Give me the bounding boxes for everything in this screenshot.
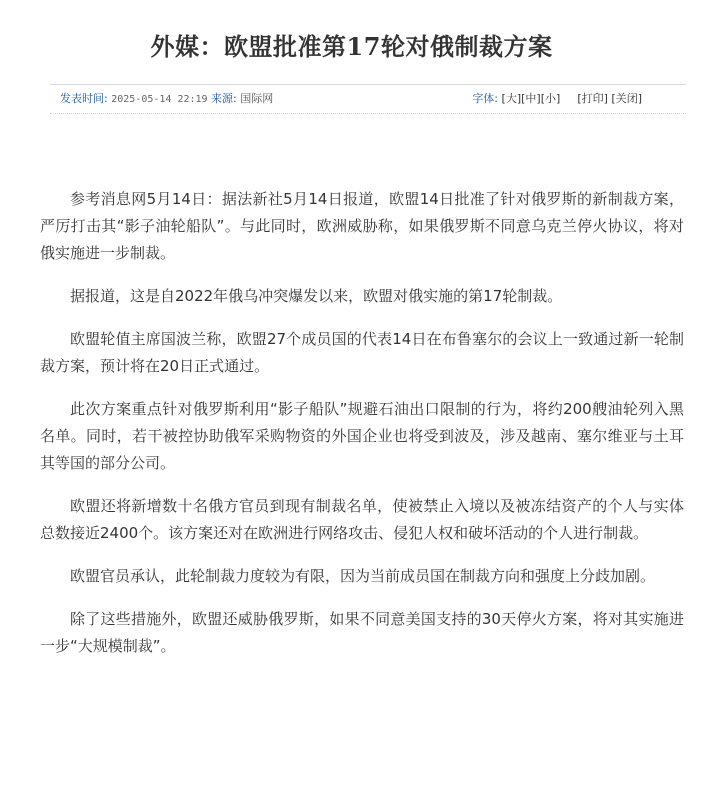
article-paragraph: 此次方案重点针对俄罗斯利用“影子船队”规避石油出口限制的行为，将约200艘油轮列入黑名单。同时，若干被控协助俄军采购物资的外国企业也将受到波及，涉及越南、塞尔维亚与土耳其等国的部分公司。 [40, 400, 684, 472]
article-paragraph: 除了这些措施外，欧盟还威胁俄罗斯，如果不同意美国支持的30天停火方案，将对其实施进一步“大规模制裁”。 [40, 610, 684, 655]
source-name: 国际网 [240, 92, 274, 105]
article-paragraph: 据报道，这是自2022年俄乌冲突爆发以来，欧盟对俄实施的第17轮制裁。 [70, 287, 563, 305]
font-size-label: 字体: [472, 92, 499, 105]
article-paragraph: 欧盟轮值主席国波兰称，欧盟27个成员国的代表14日在布鲁塞尔的会议上一致通过新一轮制裁方案，预计将在20日正式通过。 [40, 330, 684, 375]
font-small-button[interactable]: [小] [540, 92, 561, 105]
article-info-bar [50, 84, 686, 114]
article-tools [472, 85, 642, 113]
font-large-button[interactable]: [大] [501, 92, 522, 105]
article-paragraph: 参考消息网5月14日：据法新社5月14日报道，欧盟14日批准了针对俄罗斯的新制裁方案，严厉打击其“影子油轮船队”。与此同时，欧洲威胁称，如果俄罗斯不同意乌克兰停火协议，将对俄实施进一步制裁。 [40, 190, 684, 262]
font-medium-button[interactable]: [中] [521, 92, 541, 105]
print-button[interactable]: [打印] [577, 92, 608, 105]
article-title: 外媒：欧盟批准第17轮对俄制裁方案 [150, 32, 553, 61]
article-paragraph: 欧盟还将新增数十名俄方官员到现有制裁名单，使被禁止入境以及被冻结资产的个人与实体总数接近2400个。该方案还对在欧洲进行网络攻击、侵犯人权和破坏活动的个人进行制裁。 [40, 497, 684, 542]
publish-time-label: 发表时间: [60, 92, 108, 105]
article-paragraph: 欧盟官员承认，此轮制裁力度较为有限，因为当前成员国在制裁方向和强度上分歧加剧。 [70, 567, 656, 585]
article-body [40, 186, 684, 676]
publish-time: 2025-05-14 22:19 [111, 94, 208, 105]
source-label: 来源: [211, 92, 237, 105]
article-meta [60, 85, 273, 114]
close-button[interactable]: [关闭] [611, 92, 642, 105]
